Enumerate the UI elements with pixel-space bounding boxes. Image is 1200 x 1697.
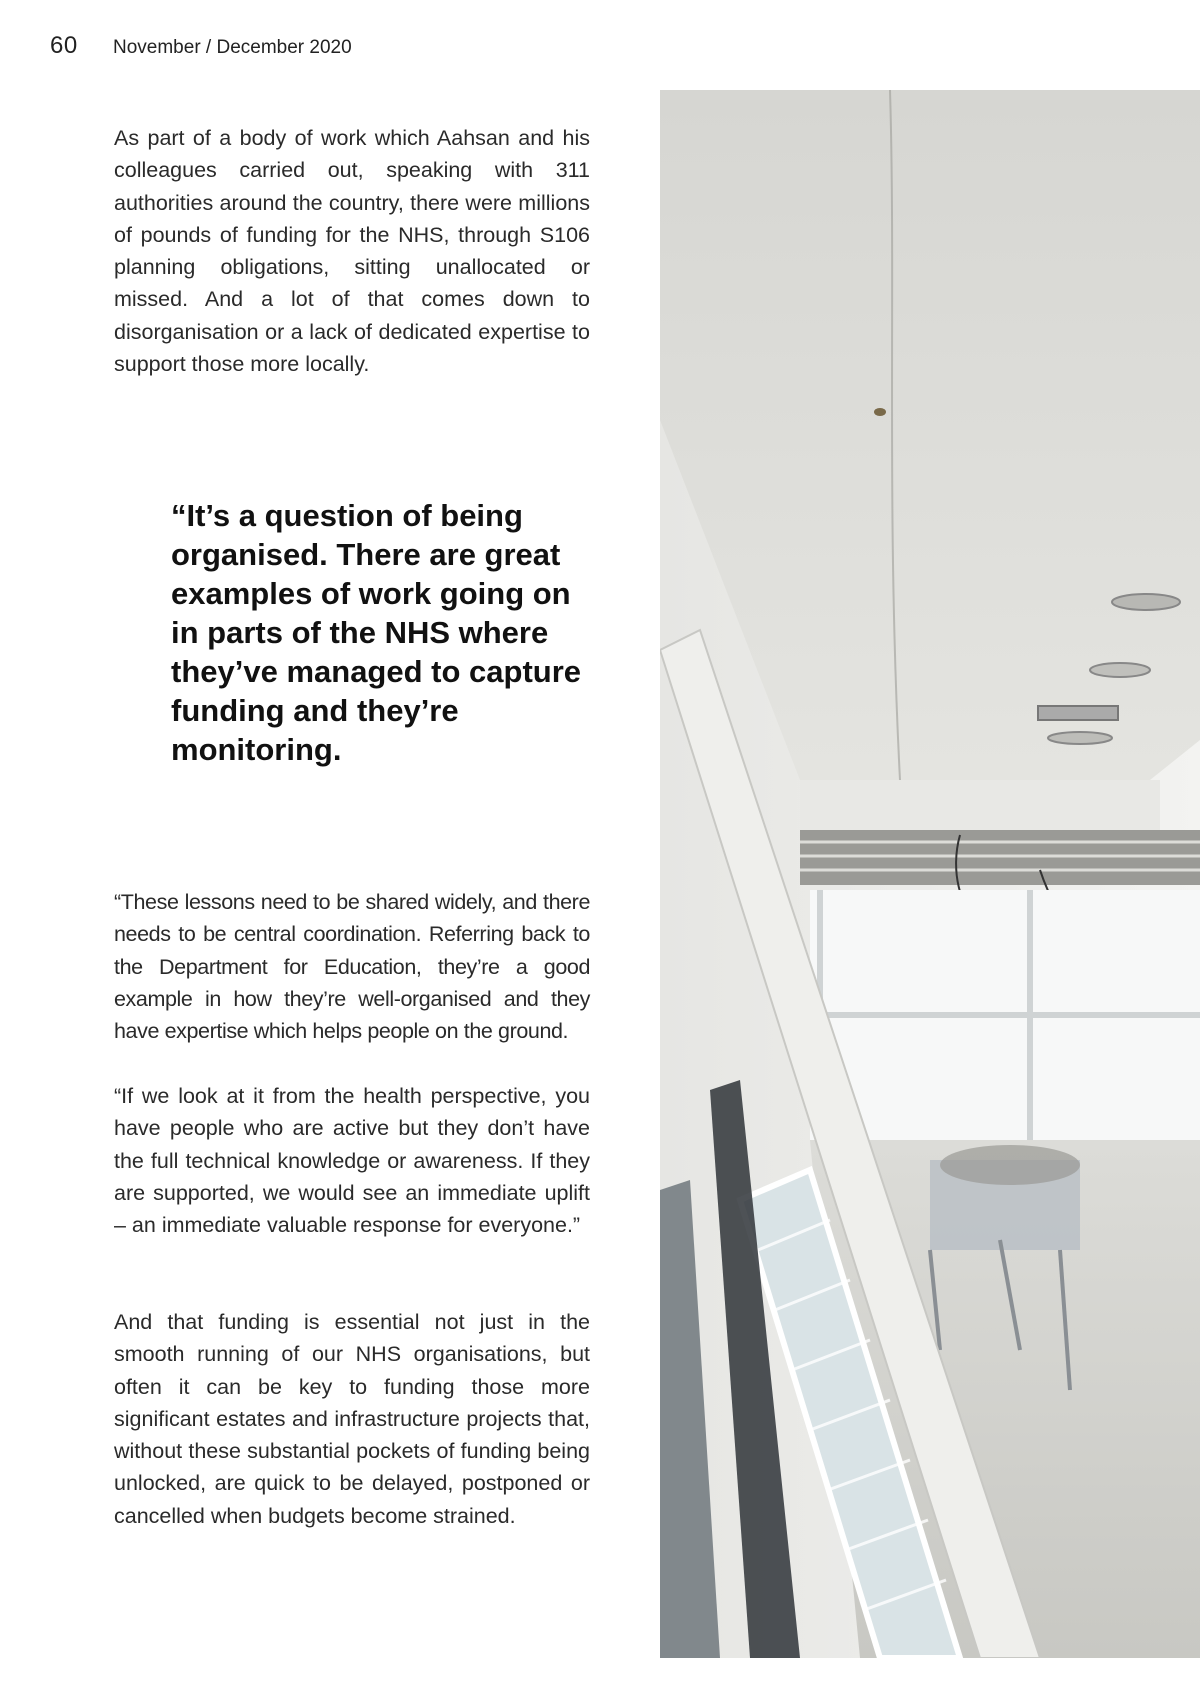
article-paragraph: And that funding is essential not just in the smooth running of our NHS organisations, but often it can be key to funding those more significant estates and infrastructure projects that, without these substantial pockets of funding being unlocked, are quick to be delayed, postponed or cancelled when budgets become strained. (114, 1310, 590, 1528)
issue-date: November / December 2020 (113, 37, 352, 58)
article-paragraph: “These lessons need to be shared widely, and there needs to be central coordination. Referring back to the Department for Education, they’re a good example in how they’re well-organised and they have expertise which helps people on the ground. (114, 890, 590, 1044)
article-paragraph: As part of a body of work which Aahsan and his colleagues carried out, speaking with 311 authorities around the country, there were millions of pounds of funding for the NHS, through S106 planning obligations, sitting unallocated or missed. And a lot of that comes down to disorganisation or a lack of dedicated expertise to support those more locally. (114, 126, 590, 377)
construction-site-photo (660, 90, 1200, 1658)
page-number: 60 (50, 32, 78, 59)
pull-quote: “It’s a question of being organised. There are great examples of work going on in parts of the NHS where they’ve managed to capture funding and they’re monitoring. (171, 498, 582, 767)
article-paragraph: “If we look at it from the health perspective, you have people who are active but they don’t have the full technical knowledge or awareness. If they are supported, we would see an immediate uplift – an immediate valuable response for everyone.” (114, 1084, 590, 1238)
